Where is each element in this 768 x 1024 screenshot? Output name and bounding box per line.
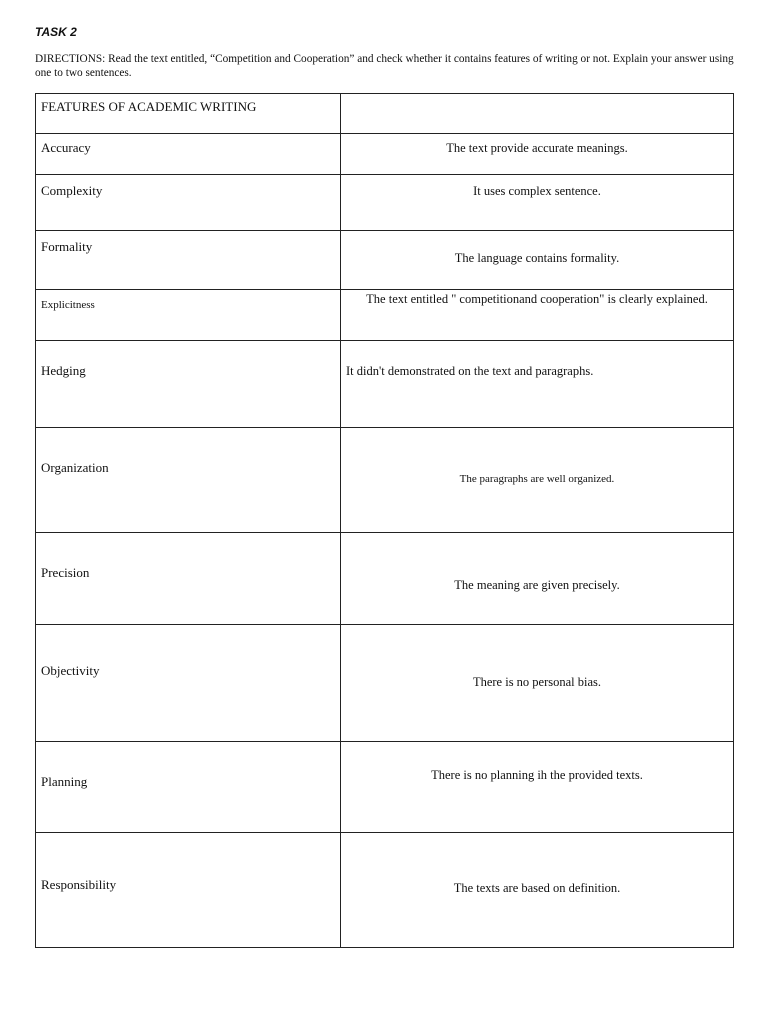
answer-cell: It didn't demonstrated on the text and paragraphs. xyxy=(341,341,734,428)
feature-cell: Organization xyxy=(36,428,341,533)
answer-cell: The meaning are given precisely. xyxy=(341,533,734,625)
table-row xyxy=(36,341,734,428)
feature-cell: Precision xyxy=(36,533,341,625)
directions-text: DIRECTIONS: Read the text entitled, “Competition and Cooperation” and check whether it contains features of writing or not. Explain your answer using one to two sentences. xyxy=(35,53,734,79)
table-row xyxy=(36,833,734,948)
answer-cell: The language contains formality. xyxy=(341,231,734,290)
table-row xyxy=(36,742,734,833)
feature-cell: Objectivity xyxy=(36,625,341,742)
table-header-row xyxy=(36,94,734,134)
table-row xyxy=(36,134,734,175)
answer-cell: It uses complex sentence. xyxy=(341,175,734,231)
feature-cell: Responsibility xyxy=(36,833,341,948)
table-row xyxy=(36,290,734,341)
answer-cell: There is no personal bias. xyxy=(341,625,734,742)
table-row xyxy=(36,428,734,533)
task-title: TASK 2 xyxy=(35,25,77,39)
feature-cell: Planning xyxy=(36,742,341,833)
header-cell: FEATURES OF ACADEMIC WRITING xyxy=(36,94,341,134)
features-table xyxy=(35,93,734,948)
answer-cell: The paragraphs are well organized. xyxy=(341,428,734,533)
answer-cell: The texts are based on definition. xyxy=(341,833,734,948)
feature-cell: Accuracy xyxy=(36,134,341,175)
feature-cell: Explicitness xyxy=(36,290,341,341)
answer-cell: The text provide accurate meanings. xyxy=(341,134,734,175)
feature-cell: Hedging xyxy=(36,341,341,428)
feature-cell: Formality xyxy=(36,231,341,290)
table-row xyxy=(36,625,734,742)
table-row xyxy=(36,231,734,290)
answer-cell: There is no planning ih the provided texts. xyxy=(341,742,734,833)
header-answer-cell xyxy=(341,94,734,134)
answer-cell: The text entitled " competitionand cooperation" is clearly explained. xyxy=(341,290,734,341)
table-row xyxy=(36,175,734,231)
table-row xyxy=(36,533,734,625)
feature-cell: Complexity xyxy=(36,175,341,231)
